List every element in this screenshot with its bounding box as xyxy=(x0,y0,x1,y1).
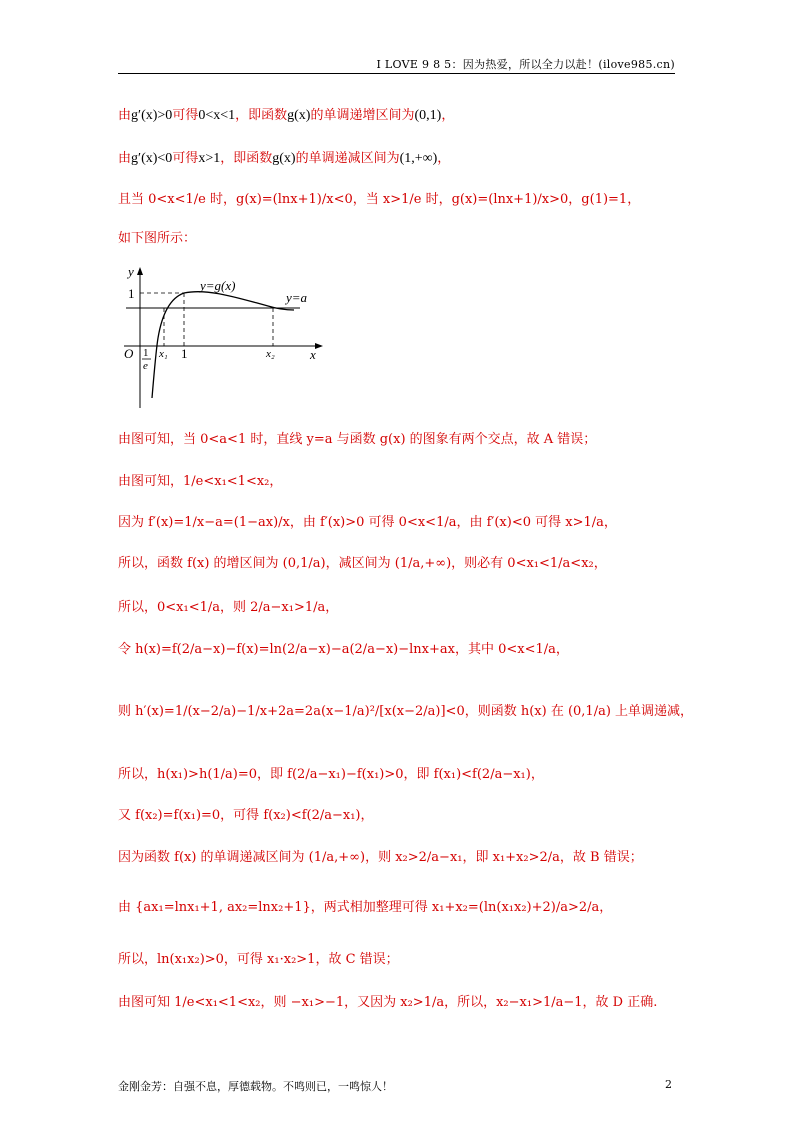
page-header: I LOVE 9 8 5：因为热爱，所以全力以赴！(ilove985.cn) xyxy=(376,58,675,71)
header-rule xyxy=(118,73,675,74)
page-number: 2 xyxy=(665,1078,672,1091)
line-label: y=a xyxy=(286,290,308,305)
footer-motto: 金刚金芳：自强不息，厚德载物。不鸣则已，一鸣惊人！ xyxy=(118,1080,393,1093)
text-line-11: 则 h′(x)=1/(x−2/a)−1/x+2a=2a(x−1/a)²/[x(x−2/a)]<0，则函数 h(x) 在 (0,1/a) 上单调递减， xyxy=(118,704,694,719)
text-line-4: 如下图所示： xyxy=(118,231,197,246)
text-line-13: 又 f(x₂)=f(x₁)=0，可得 f(x₂)<f(2/a−x₁)， xyxy=(118,808,374,823)
text-line-8: 所以，函数 f(x) 的增区间为 (0,1/a)，减区间为 (1/a,+∞)，则必有 0<x₁<1/a<x₂， xyxy=(118,556,607,571)
origin-label: O xyxy=(124,346,134,361)
text-line-3: 且当 0<x<1/e 时，g(x)=(lnx+1)/x<0，当 x>1/e 时，g(x)=(lnx+1)/x>0，g(1)=1， xyxy=(118,192,641,207)
text-line-17: 由图可知 1/e<x₁<1<x₂，则 −x₁>−1，又因为 x₂>1/a，所以，x₂−x₁>1/a−1，故 D 正确. xyxy=(118,995,658,1010)
text-line-2: 由g′(x)<0可得x>1，即函数g(x)的单调递减区间为(1,+∞)， xyxy=(118,151,451,166)
text-line-15: 由 {ax₁=lnx₁+1, ax₂=lnx₂+1}，两式相加整理可得 x₁+x₂=(ln(x₁x₂)+2)/a>2/a， xyxy=(118,900,613,915)
text-line-7: 因为 f′(x)=1/x−a=(1−ax)/x，由 f′(x)>0 可得 0<x<1/a，由 f′(x)<0 可得 x>1/a， xyxy=(118,515,617,530)
tick-x2: x₂ xyxy=(266,348,275,360)
tick-x1: x₁ xyxy=(159,348,168,360)
text-line-14: 因为函数 f(x) 的单调递减区间为 (1/a,+∞)，则 x₂>2/a−x₁，即 x₁+x₂>2/a，故 B 错误； xyxy=(118,850,643,865)
text-line-16: 所以，ln(x₁x₂)>0，可得 x₁·x₂>1，故 C 错误； xyxy=(118,952,399,967)
text-line-1: 由g′(x)>0可得0<x<1，即函数g(x)的单调递增区间为(0,1)， xyxy=(118,108,455,123)
y-axis-label: y xyxy=(128,264,134,279)
text-line-12: 所以，h(x₁)>h(1/a)=0，即 f(2/a−x₁)−f(x₁)>0，即 f(x₁)<f(2/a−x₁)， xyxy=(118,767,544,782)
y-axis-arrow xyxy=(137,267,143,275)
function-graph xyxy=(118,262,328,412)
label-one-y: 1 xyxy=(128,286,135,301)
text-line-9: 所以，0<x₁<1/a，则 2/a−x₁>1/a， xyxy=(118,600,339,615)
x-axis-arrow xyxy=(315,343,323,349)
text-line-10: 令 h(x)=f(2/a−x)−f(x)=ln(2/a−x)−a(2/a−x)−lnx+ax，其中 0<x<1/a， xyxy=(118,642,569,657)
tick-one: 1 xyxy=(181,346,188,361)
curve-label: y=g(x) xyxy=(200,278,236,293)
tick-1e-den: e xyxy=(143,360,148,372)
text-line-6: 由图可知，1/e<x₁<1<x₂， xyxy=(118,474,283,489)
text-line-5: 由图可知，当 0<a<1 时，直线 y=a 与函数 g(x) 的图象有两个交点，故 A 错误； xyxy=(118,432,597,447)
tick-1e-num: 1 xyxy=(143,347,149,359)
x-axis-label: x xyxy=(310,347,316,362)
